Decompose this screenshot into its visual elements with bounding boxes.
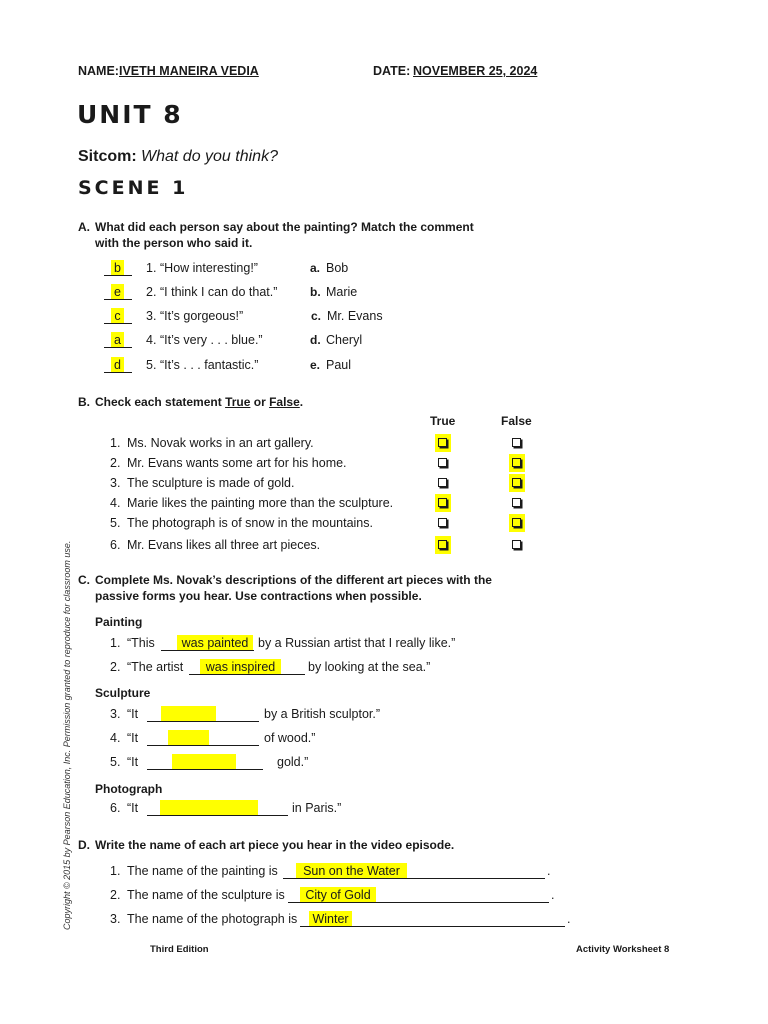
edition-label: Third Edition [150, 944, 209, 955]
section-c-instruction-row [0, 572, 768, 588]
person-name: Marie [326, 285, 358, 299]
statement-text: Marie likes the painting more than the sculpture. [127, 496, 394, 510]
item-number: 5. [110, 755, 121, 769]
sentence-start: The name of the photograph is [127, 912, 298, 926]
sentence-end: . [551, 888, 555, 902]
answer-highlight: a [111, 332, 124, 347]
sentence-start: “It [127, 801, 139, 815]
answer-highlight: c [111, 308, 124, 323]
false-checkbox[interactable] [509, 514, 525, 532]
fill-in-item [0, 706, 768, 722]
item-number: 1. [110, 864, 121, 878]
section-b-instruction [95, 394, 303, 410]
sentence-end: . [547, 864, 551, 878]
photograph-heading: Photograph [95, 782, 163, 796]
answer-blank[interactable] [147, 730, 259, 746]
person-letter: c. [311, 309, 322, 323]
answer-blank[interactable] [288, 887, 549, 903]
answer-blank[interactable] [161, 635, 254, 651]
answer-blank[interactable] [283, 863, 545, 879]
answer-highlight: was painted [177, 635, 253, 650]
item-number: 5. [110, 516, 121, 530]
item-number: 1. [110, 436, 121, 450]
footer [0, 942, 768, 958]
statement-text: Ms. Novak works in an art gallery. [127, 436, 314, 450]
section-c-instruction: passive forms you hear. Use contractions when possible. [95, 589, 422, 603]
checkbox-icon [512, 478, 521, 487]
person-letter: e. [310, 358, 321, 372]
answer-blank[interactable] [189, 659, 305, 675]
item-number: 2. [110, 660, 121, 674]
true-checkbox[interactable] [435, 514, 451, 532]
sentence-end: in Paris.” [292, 801, 342, 815]
checkbox-icon [512, 498, 521, 507]
sentence-start: “This [127, 636, 155, 650]
item-number: 5. [146, 358, 157, 372]
quote-text: “It’s gorgeous!” [160, 309, 244, 323]
checkbox-icon [512, 458, 521, 467]
item-number: 2. [146, 285, 157, 299]
name-item [0, 911, 768, 927]
checkbox-icon [438, 438, 447, 447]
person-letter: a. [310, 261, 321, 275]
sculpture-heading: Sculpture [95, 686, 151, 700]
section-c-instruction-row [0, 588, 768, 604]
statement-item [0, 475, 768, 491]
instruction-text: . [299, 395, 304, 409]
statement-text: The sculpture is made of gold. [127, 476, 295, 490]
item-number: 4. [110, 731, 121, 745]
fill-in-item [0, 800, 768, 816]
sentence-end: of wood.” [264, 731, 316, 745]
section-a-instruction-row [0, 219, 768, 235]
sentence-start: The name of the painting is [127, 864, 278, 878]
statement-item [0, 515, 768, 531]
statement-text: The photograph is of snow in the mountains. [127, 516, 373, 530]
section-a-instruction: What did each person say about the painting? Match the comment [95, 220, 474, 234]
false-checkbox[interactable] [509, 536, 525, 554]
match-item [0, 308, 768, 324]
section-a-letter: A. [78, 220, 90, 234]
false-word: False [269, 395, 300, 409]
checkbox-icon [438, 518, 447, 527]
item-number: 4. [110, 496, 121, 510]
answer-highlight: Winter [309, 911, 352, 926]
sitcom-label: Sitcom: [78, 148, 137, 165]
group-heading-row [0, 781, 768, 797]
item-number: 3. [110, 912, 121, 926]
name-item [0, 887, 768, 903]
sentence-start: “It [127, 731, 139, 745]
section-d-instruction: Write the name of each art piece you hear in the video episode. [95, 838, 455, 852]
checkbox-icon [512, 518, 521, 527]
statement-text: Mr. Evans wants some art for his home. [127, 456, 347, 470]
name-item [0, 863, 768, 879]
item-number: 3. [146, 309, 157, 323]
group-heading-row [0, 614, 768, 630]
true-checkbox[interactable] [435, 454, 451, 472]
person-name: Bob [326, 261, 349, 275]
item-number: 1. [146, 261, 157, 275]
true-checkbox[interactable] [435, 494, 451, 512]
date-value: NOVEMBER 25, 2024 [413, 64, 538, 78]
item-number: 3. [110, 476, 121, 490]
item-number: 2. [110, 888, 121, 902]
item-number: 3. [110, 707, 121, 721]
unit-title: UNIT 8 [77, 100, 183, 129]
match-item [0, 260, 768, 276]
answer-highlight: d [111, 357, 124, 372]
fill-in-item [0, 635, 768, 651]
answer-blank[interactable] [147, 754, 263, 770]
item-number: 1. [110, 636, 121, 650]
sentence-end: by looking at the sea.” [308, 660, 431, 674]
person-letter: b. [310, 285, 321, 299]
answer-highlight: e [111, 284, 124, 299]
person-name: Cheryl [326, 333, 363, 347]
answer-highlight [172, 754, 236, 769]
statement-item [0, 495, 768, 511]
section-b-instruction-row [0, 394, 768, 410]
statement-text: Mr. Evans likes all three art pieces. [127, 538, 321, 552]
answer-blank[interactable] [104, 260, 132, 276]
checkbox-icon [438, 478, 447, 487]
worksheet-label: Activity Worksheet 8 [576, 944, 670, 955]
name-value: IVETH MANEIRA VEDIA [119, 64, 259, 78]
sentence-start: “It [127, 707, 139, 721]
person-name: Mr. Evans [327, 309, 383, 323]
header-row [0, 63, 768, 79]
checkbox-icon [512, 438, 521, 447]
answer-highlight: b [111, 260, 124, 275]
answer-highlight [168, 730, 209, 745]
quote-text: “It’s . . . fantastic.” [160, 358, 259, 372]
name-label: NAME: [78, 64, 119, 78]
match-item [0, 357, 768, 373]
instruction-text: or [250, 395, 270, 409]
sentence-end: by a Russian artist that I really like.” [258, 636, 456, 650]
answer-blank[interactable] [147, 800, 288, 816]
group-heading-row [0, 685, 768, 701]
section-a-instruction: with the person who said it. [95, 236, 253, 250]
answer-blank[interactable] [300, 911, 565, 927]
answer-blank[interactable] [147, 706, 259, 722]
match-item [0, 332, 768, 348]
section-c-instruction: Complete Ms. Novak’s descriptions of the different art pieces with the [95, 573, 492, 587]
scene-heading: SCENE 1 [78, 177, 189, 199]
true-column-header: True [430, 414, 456, 428]
fill-in-item [0, 754, 768, 770]
instruction-text: Check each statement [95, 395, 226, 409]
quote-text: “I think I can do that.” [160, 285, 278, 299]
answer-highlight: Sun on the Water [296, 863, 407, 878]
checkbox-icon [512, 540, 521, 549]
answer-highlight: was inspired [200, 659, 281, 674]
sentence-end: by a British sculptor.” [264, 707, 381, 721]
section-d-instruction-row [0, 837, 768, 853]
fill-in-item [0, 730, 768, 746]
true-checkbox[interactable] [435, 474, 451, 492]
false-checkbox[interactable] [509, 454, 525, 472]
painting-heading: Painting [95, 615, 143, 629]
false-checkbox[interactable] [509, 434, 525, 452]
answer-blank[interactable] [104, 284, 132, 300]
sentence-end: . [567, 912, 571, 926]
false-checkbox[interactable] [509, 494, 525, 512]
false-column-header: False [501, 414, 532, 428]
item-number: 2. [110, 456, 121, 470]
item-number: 6. [110, 538, 121, 552]
item-number: 6. [110, 801, 121, 815]
false-checkbox[interactable] [509, 474, 525, 492]
sitcom-title: What do you think? [141, 148, 278, 165]
sentence-start: “The artist [127, 660, 184, 674]
fill-in-item [0, 659, 768, 675]
date-label: DATE: [373, 64, 411, 78]
true-checkbox[interactable] [435, 434, 451, 452]
person-letter: d. [310, 333, 321, 347]
answer-blank[interactable] [104, 308, 132, 324]
quote-text: “How interesting!” [160, 261, 258, 275]
checkbox-icon [438, 540, 447, 549]
sitcom-row [0, 147, 768, 167]
statement-item [0, 455, 768, 471]
answer-blank[interactable] [104, 332, 132, 348]
statement-item [0, 435, 768, 451]
sentence-start: “It [127, 755, 139, 769]
true-word: True [225, 395, 251, 409]
section-a-instruction-row [0, 235, 768, 251]
statement-item [0, 537, 768, 553]
item-number: 4. [146, 333, 157, 347]
true-checkbox[interactable] [435, 536, 451, 554]
column-headers [0, 413, 768, 429]
answer-highlight: City of Gold [300, 887, 376, 902]
match-item [0, 284, 768, 300]
quote-text: “It’s very . . . blue.” [160, 333, 263, 347]
section-c-letter: C. [78, 573, 90, 587]
sentence-end: gold.” [277, 755, 309, 769]
checkbox-icon [438, 458, 447, 467]
copyright-notice: Copyright © 2015 by Pearson Education, Inc. Permission granted to reproduce for classroom use. [62, 540, 72, 930]
section-d-letter: D. [78, 838, 90, 852]
checkbox-icon [438, 498, 447, 507]
answer-highlight [160, 800, 258, 815]
section-b-letter: B. [78, 395, 90, 409]
sentence-start: The name of the sculpture is [127, 888, 285, 902]
person-name: Paul [326, 358, 352, 372]
answer-blank[interactable] [104, 357, 132, 373]
answer-highlight [161, 706, 216, 721]
